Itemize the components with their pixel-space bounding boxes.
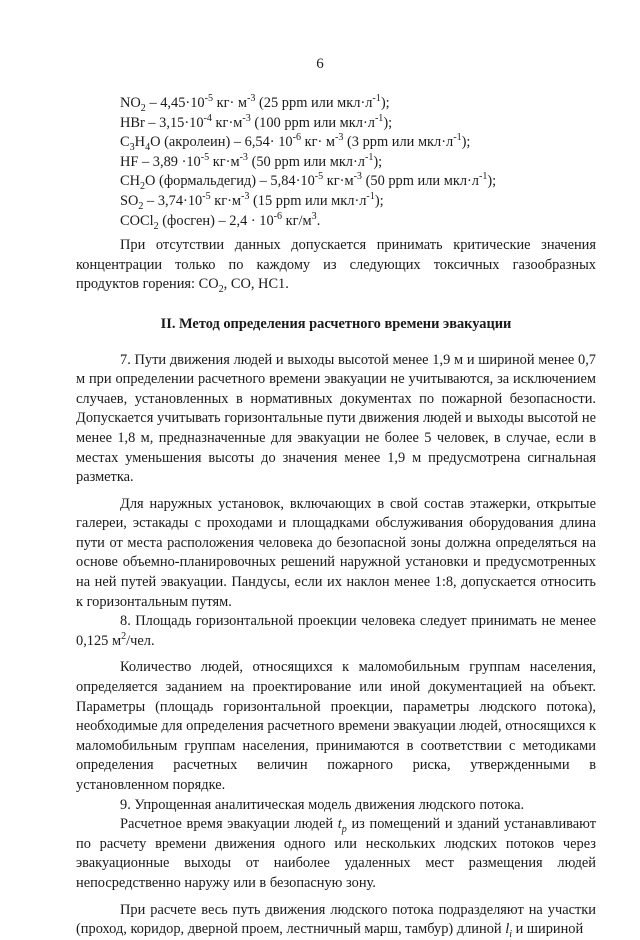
paragraph-mobility-groups: Количество людей, относящихся к маломобильным группам населения, определяется заданием на проектирование или иной документацией на объект. Параметры (площадь горизонтальной проекции, параметры людского потока), необходимые для определения расчетного времени эвакуации людей, относящихся к маломобильным группам населения, принимаются в соответствии с методиками определения расчетных величин пожарного риска, утвержденными в установленном порядке. [76, 659, 596, 793]
gas-item-formaldehyde: $CH_2O$ (формальдегид) – $5,84\cdot 10^{-5}$ $кг\cdot м^{-3}$ (50 ppm или $мкл\cdot л^{-1}$); [120, 171, 497, 193]
page-number: 6 [316, 56, 324, 72]
gas-item-hf: HF – $3,89 \cdot 10^{-5}$ $кг\cdot м^{-3}$ (50 ppm или $мкл\cdot л^{-1}$); [120, 151, 383, 170]
gas-item-so2: $SO_2 - 3,74\cdot 10^{-5}$ $кг\cdot м^{-3}$ (15 ppm или $мкл\cdot л^{-1}$); [120, 191, 384, 212]
paragraph-8: 8. Площадь горизонтальной проекции человека следует принимать не менее 0,125 $м^2$/чел. [76, 613, 596, 649]
gas-item-no2: $NO_2 - 4,45\cdot 10^{-5}$ $кг\cdot м^{-3}$ (25 ppm или $мкл\cdot л^{-1}$); [120, 93, 390, 114]
toxic-gas-concentration-list [120, 94, 596, 231]
gas-item-hbr: HBr – $3,15\cdot 10^{-4}$ $кг\cdot м^{-3}$ (100 ppm или $мкл\cdot л^{-1}$); [120, 112, 393, 131]
document-body [76, 94, 596, 940]
paragraph-path-segments: При расчете весь путь движения людского потока подразделяют на участки (проход, коридор, дверной проем, лестничный марш, тамбур) длиной $l_i$ и шириной [76, 901, 596, 940]
gas-item-phosgene: COCl$_2$ (фосген) – $2,4 \cdot 10^{-6}$ $кг/м^3$. [120, 210, 321, 232]
paragraph-7: 7. Пути движения людей и выходы высотой менее 1,9 м и шириной менее 0,7 м при определении расчетного времени эвакуации не учитываются, за исключением случаев, установленных в нормативных документах по пожарной безопасности. Допускается учитывать горизонтальные пути движения людей и выходы высотой не менее 1,8 м, предназначенные для эвакуации не более 5 человек, в случае, если в местах уменьшения высоты до значения менее 1,9 м предусмотрена сигнальная разметка. [76, 351, 596, 486]
paragraph-absence-of-data: При отсутствии данных допускается принимать критические значения концентрации только по каждому из следующих токсичных газообразных продуктов горения: $CO_2$, CO, HC1. [76, 237, 596, 296]
paragraph-evacuation-time: Расчетное время эвакуации людей $t_р$ из помещений и зданий устанавливают по расчету времени движения одного или нескольких людских потоков через эвакуационные выходы от наиболее удаленных мест размещения людей непосредственно наружу или в безопасную зону. [76, 816, 597, 891]
paragraph-9: 9. Упрощенная аналитическая модель движения людского потока. [120, 796, 525, 813]
section-heading: II. Метод определения расчетного времени эвакуации [160, 315, 512, 332]
gas-item-acrolein: $C_3H_4O$ (акролеин) – $6,54\cdot 10^{-6}$ $кг\cdot м^{-3}$ (3 ppm или $мкл\cdot л^{-1}$); [120, 132, 471, 154]
paragraph-outdoor-installations: Для наружных установок, включающих в свой состав этажерки, открытые галереи, эстакады с проходами и площадками обслуживания оборудования длина пути от места расположения человека до безопасной зоны должна определяться на основе объемно-планировочных решений наружной установки и предусмотренных на ней путей эвакуации. Пандусы, если их наклон менее 1:8, допускается относить к горизонтальным путям. [76, 495, 596, 610]
